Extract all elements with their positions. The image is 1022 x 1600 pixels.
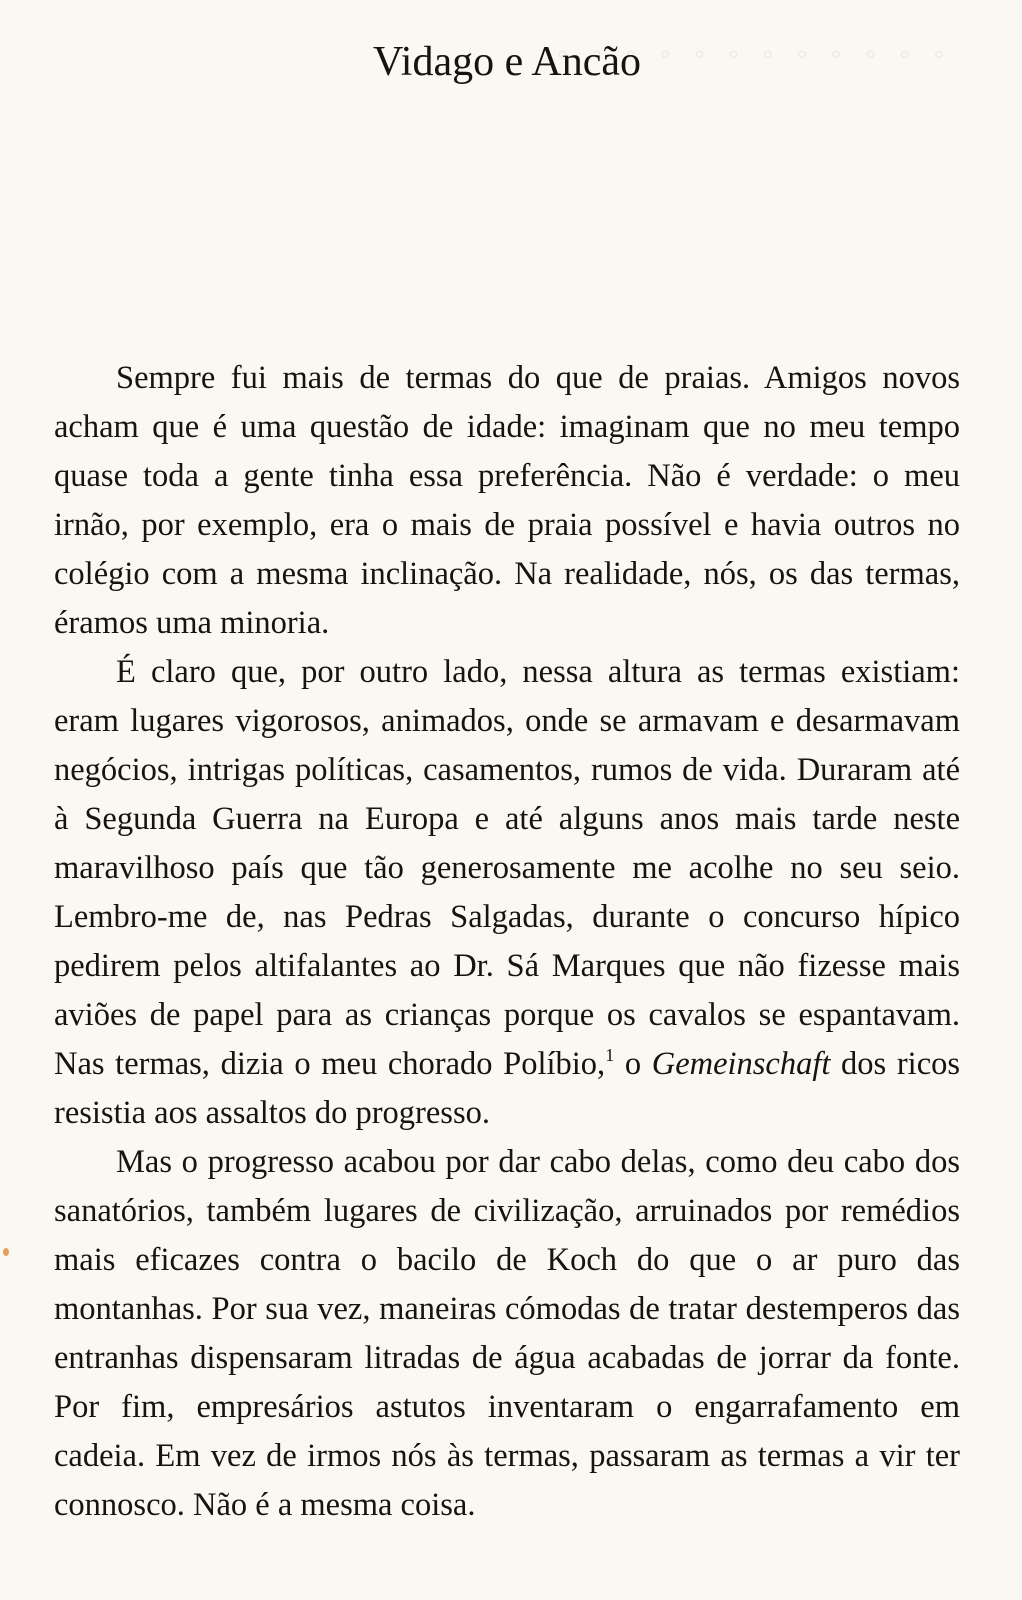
paragraph-2 [54, 648, 960, 1138]
paragraph-2-text: É claro que, por outro lado, nessa altura as termas existiam: eram lugares vigorosos, animados, onde se armavam e desarmavam negócios, intrigas políticas, casamentos, rumos de vida. Duraram até à Segunda Guerra na Europa e até alguns anos mais tarde neste maravilhoso país que tão generosamente me acolhe no seu seio. Lembro-me de, nas Pedras Salgadas, durante o concurso hípico pedirem pelos altifalantes ao Dr. Sá Marques que não fizesse mais aviões de papel para as crianças porque os cavalos se espantavam. [54, 654, 960, 1033]
book-page [54, 20, 960, 1530]
paragraph-2-sentence: Nas termas, dizia o meu chorado Políbio, [54, 1046, 606, 1082]
paragraph-2-end: dos ricos resistia aos assaltos do progresso. [54, 1046, 961, 1131]
paragraph-2-connector: o [614, 1046, 652, 1082]
show-through-text: ◦ ◦ ◦ ◦ ◦ ◦ ◦ ◦ ◦ ◦ ◦ ◦ [556, 36, 945, 71]
paper-spot [3, 1248, 9, 1256]
footnote-marker[interactable]: 1 [605, 1045, 615, 1065]
paragraph-1: Sempre fui mais de termas do que de praias. Amigos novos acham que é uma questão de idade: imaginam que no meu tempo quase toda a gente tinha essa preferência. Não é verdade: o meu irnão, por exemplo, era o mais de praia possível e havia outros no colégio com a mesma inclinação. Na realidade, nós, os das termas, éramos uma minoria. [54, 360, 960, 641]
paragraph-3: Mas o progresso acabou por dar cabo delas, como deu cabo dos sanatórios, também lugares de civilização, arruinados por remédios mais eficazes contra o bacilo de Koch do que o ar puro das montanhas. Por sua vez, maneiras cómodas de tratar destemperos das entranhas dispensaram litradas de água acabadas de jorrar da fonte. Por fim, empresários astutos inventaram o engarrafamento em cadeia. Em vez de irmos nós às termas, passaram as termas a vir ter connosco. Não é a mesma coisa. [54, 1144, 960, 1523]
chapter-body [54, 354, 960, 1530]
foreign-term: Gemeinschaft [651, 1046, 831, 1082]
chapter-title: Vidago e Ancão [372, 39, 642, 85]
